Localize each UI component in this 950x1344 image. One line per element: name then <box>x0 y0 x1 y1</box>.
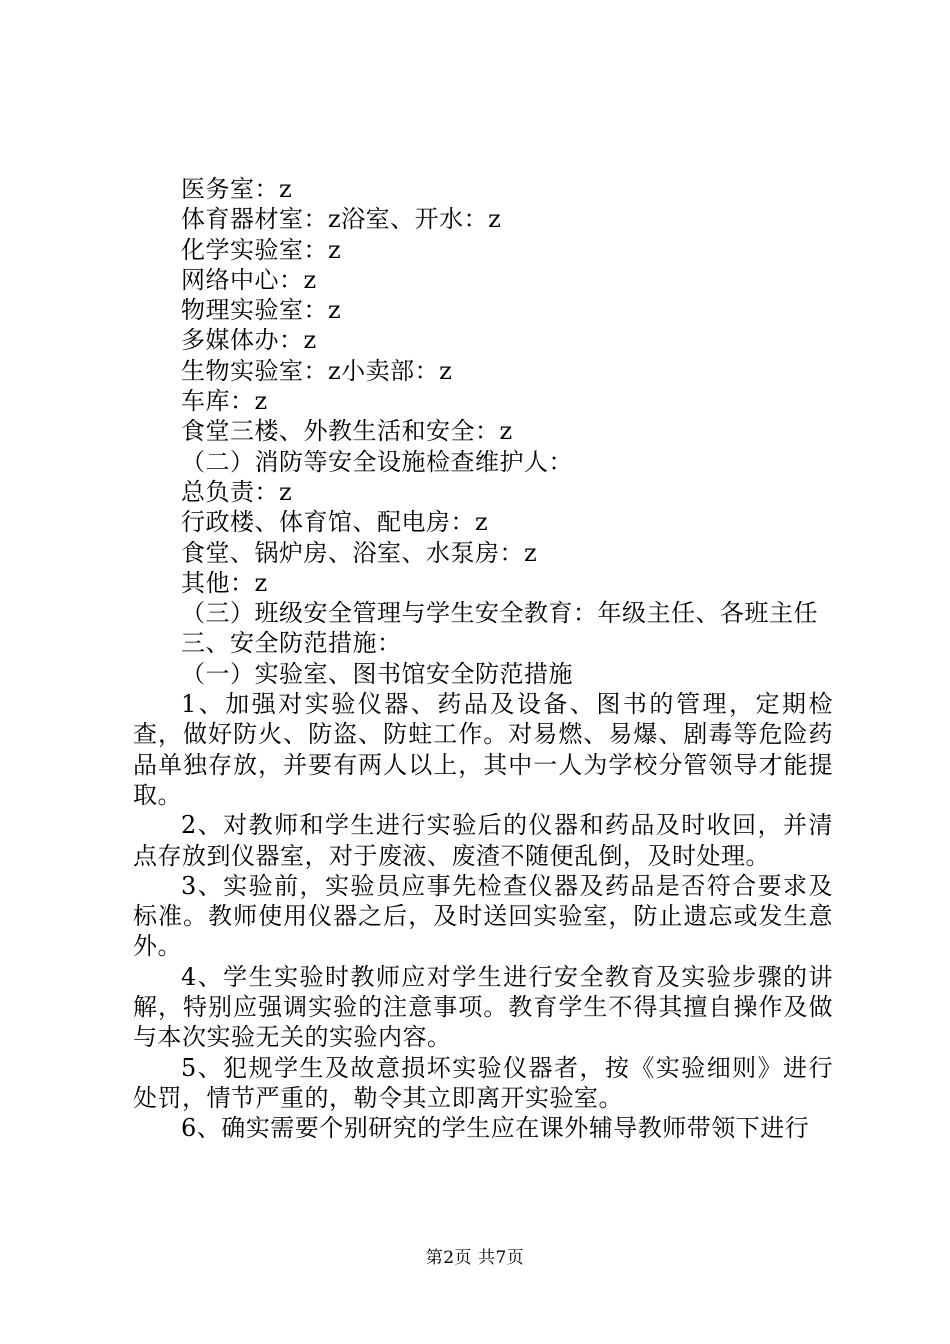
text-line: 车库：z <box>181 387 268 416</box>
text-line: 多媒体办：z <box>181 326 317 355</box>
text-line: 化学实验室：z <box>181 235 342 264</box>
paragraph: 5、犯规学生及故意损坏实验仪器者，按《实验细则》进行处罚，情节严重的，勒令其立即离开实验室。 <box>133 1053 833 1112</box>
page-footer <box>0 1243 950 1268</box>
section-heading: 三、安全防范措施： <box>181 629 402 658</box>
section-heading: （二）消防等安全设施检查维护人： <box>181 447 573 476</box>
subsection-heading: （一）实验室、图书馆安全防范措施 <box>181 659 573 688</box>
paragraph: 4、学生实验时教师应对学生进行安全教育及实验步骤的讲解，特别应强调实验的注意事项。教育学生不得其擅自操作及做与本次实验无关的实验内容。 <box>133 962 833 1052</box>
paragraph: 1、加强对实验仪器、药品及设备、图书的管理，定期检查，做好防火、防盗、防蛀工作。对易燃、易爆、剧毒等危险药品单独存放，并要有两人以上，其中一人为学校分管领导才能提取。 <box>133 690 833 809</box>
text-line: 体育器材室：z浴室、开水：z <box>181 205 502 234</box>
paragraph: 3、实验前，实验员应事先检查仪器及药品是否符合要求及标准。教师使用仪器之后，及时送回实验室，防止遗忘或发生意外。 <box>133 871 833 961</box>
paragraph: 6、确实需要个别研究的学生应在课外辅导教师带领下进行 <box>181 1114 810 1143</box>
text-line: 食堂、锅炉房、浴室、水泵房：z <box>181 538 538 567</box>
text-line: 其他：z <box>181 568 268 597</box>
text-line: 生物实验室：z小卖部：z <box>181 356 453 385</box>
section-heading: （三）班级安全管理与学生安全教育：年级主任、各班主任 <box>181 599 818 628</box>
text-line: 医务室：z <box>181 175 293 203</box>
text-line: 物理实验室：z <box>181 296 342 325</box>
text-line: 总负责：z <box>181 477 293 506</box>
page-number: 第2页 共7页 <box>425 1248 525 1268</box>
text-line: 食堂三楼、外教生活和安全：z <box>181 417 513 446</box>
paragraph: 2、对教师和学生进行实验后的仪器和药品及时收回，并清点存放到仪器室，对于废液、废渣不随便乱倒，及时处理。 <box>133 811 833 870</box>
text-line: 网络中心：z <box>181 265 317 294</box>
document-body <box>133 174 833 1144</box>
text-line: 行政楼、体育馆、配电房：z <box>181 508 489 537</box>
